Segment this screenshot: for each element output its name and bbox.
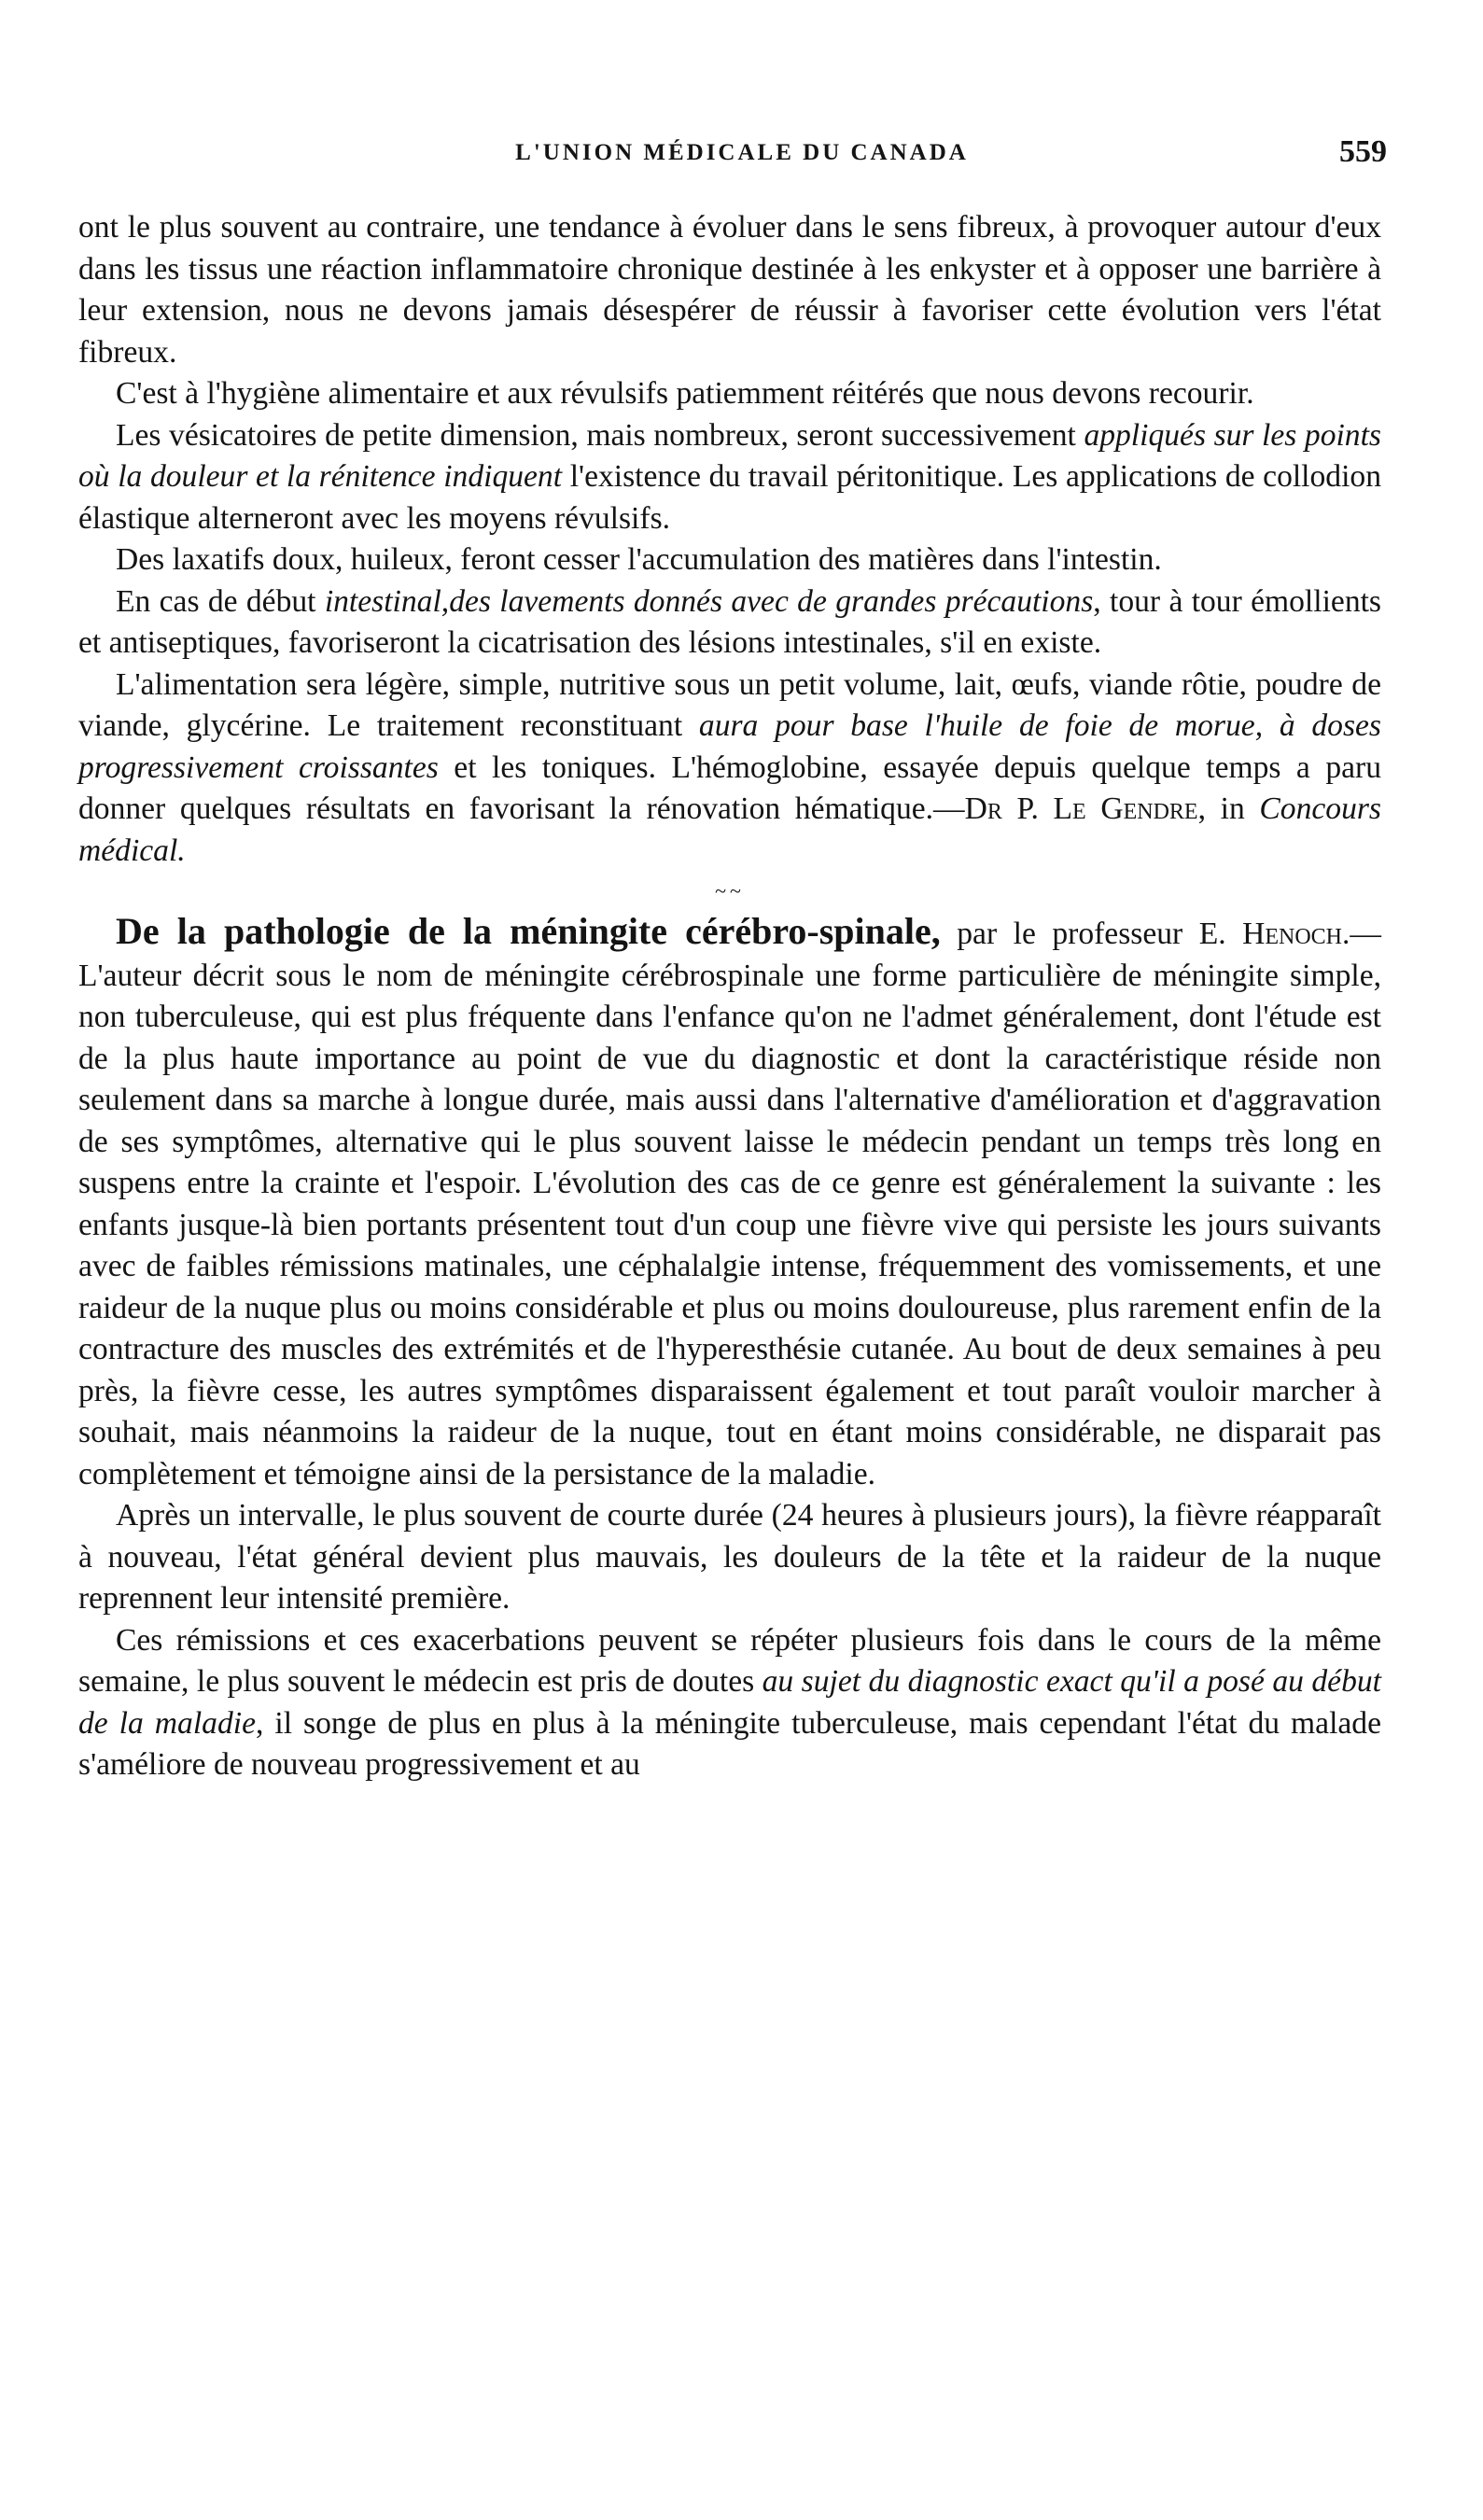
paragraph-text: Ces rémissions et ces exacerbations peuvent se répéter plusieurs fois dans le cours de la même semaine, le plus souvent le médecin est pris de doutes [78, 1622, 1381, 1699]
source-title: Concours médical. [78, 791, 1381, 868]
paragraph-text: .—L'auteur décrit sous le nom de méningite cérébrospinale une forme particulière de méningite simple, non tuberculeuse, qui est plus fréquente dans l'enfance qu'on ne l'admet généralement, dont l'étude est de la plus haute importance au point de vue du diagnostic et dont la caractéristique réside non seulement dans sa marche à longue durée, mais aussi dans l'alternative d'amélioration et d'aggravation de ses symptômes, alternative qui le plus souvent laisse le médecin pendant un temps très long en suspens entre la crainte et l'espoir. L'évolution des cas de ce genre est généralement la suivante : les enfants jusque-là bien portants présentent tout d'un coup une fièvre vive qui persiste les jours suivants avec de faibles rémissions matinales, une céphalalgie intense, fréquemment des vomissements, et une raideur de la nuque plus ou moins considérable et plus ou moins douloureuse, plus rarement enfin de la contracture des muscles des extrémités et de l'hyperesthésie cutanée. Au bout de deux semaines à peu près, la fièvre cesse, les autres symptômes disparaissent également et tout paraît vouloir marcher à souhait, mais néanmoins la raideur de la nuque, tout en étant moins considérable, ne disparait pas complètement et témoigne ainsi de la persistance de la maladie. [78, 917, 1381, 1491]
paragraph-text: ont le plus souvent au contraire, une tendance à évoluer dans le sens fibreux, à provoquer autour d'eux dans les tissus une réaction inflammatoire chronique destinée à les enkyster et à opposer une barrière à leur extension, nous ne devons jamais désespérer de réussir à favoriser cette évolution vers l'état fibreux. [78, 210, 1381, 370]
article-paragraph [78, 911, 1381, 1495]
author-name: Dr P. Le Gendre [964, 791, 1198, 826]
article-title: De la pathologie de la méningite cérébro-spinale, [116, 910, 941, 952]
paragraph-text: , il songe de plus en plus à la méningite tuberculeuse, mais cependant l'état du malade s'améliore de nouveau progressivement et au [78, 1705, 1381, 1782]
paragraph-text: , in [1197, 791, 1260, 826]
paragraph-text: C'est à l'hygiène alimentaire et aux révulsifs patiemment réitérés que nous devons recourir. [116, 376, 1254, 411]
paragraph [78, 1620, 1381, 1786]
paragraph-text: L'alimentation sera légère, simple, nutritive sous un petit volume, lait, œufs, viande rôtie, poudre de viande, glycérine. Le traitement reconstituant [78, 666, 1381, 743]
paragraph-text: et les toniques. L'hémoglobine, essayée depuis quelque temps a paru donner quelques résultats en favorisant la rénovation hématique.— [78, 749, 1381, 826]
paragraph-text: , tour à tour émollients et antiseptiques, favoriseront la cicatrisation des lésions intestinales, s'il en existe. [78, 583, 1382, 660]
paragraph-text: l'existence du travail péritonitique. Les applications de collodion élastique alterneront avec les moyens révulsifs. [78, 459, 1381, 536]
italic-text: intestinal,des lavements donnés avec de grandes précautions [324, 583, 1094, 619]
italic-text: au sujet du diagnostic exact qu'il a posé au début de la maladie [78, 1664, 1381, 1741]
paragraph-text: Après un intervalle, le plus souvent de courte durée (24 heures à plusieurs jours), la fièvre réapparaît à nouveau, l'état général devient plus mauvais, les douleurs de la tête et la raideur de la nuque reprennent leur intensité première. [78, 1498, 1381, 1616]
page-header [93, 134, 1391, 177]
paragraph [78, 373, 1381, 415]
running-title: L'UNION MÉDICALE DU CANADA [515, 140, 969, 165]
paragraph [78, 581, 1381, 665]
paragraph [78, 665, 1381, 873]
paragraph-text: En cas de début [116, 583, 325, 619]
paragraph [78, 1495, 1381, 1620]
paragraph [78, 207, 1381, 373]
paragraph-text: par le professeur E. [940, 917, 1243, 951]
paragraph-text: Des laxatifs doux, huileux, feront cesser l'accumulation des matières dans l'intestin. [116, 542, 1162, 577]
section-divider: ~~ [715, 879, 745, 903]
page-number: 559 [1339, 134, 1387, 169]
author-name: Henoch [1242, 917, 1343, 951]
paragraph [78, 415, 1381, 540]
italic-text: aura pour base l'huile de foie de morue, à doses progressivement croissantes [78, 708, 1382, 785]
paragraph [78, 539, 1381, 581]
page-body [78, 207, 1381, 1786]
italic-text: appliqués sur les points où la douleur et la rénitence indiquent [78, 417, 1381, 494]
paragraph-text: Les vésicatoires de petite dimension, mais nombreux, seront successivement [116, 417, 1084, 453]
